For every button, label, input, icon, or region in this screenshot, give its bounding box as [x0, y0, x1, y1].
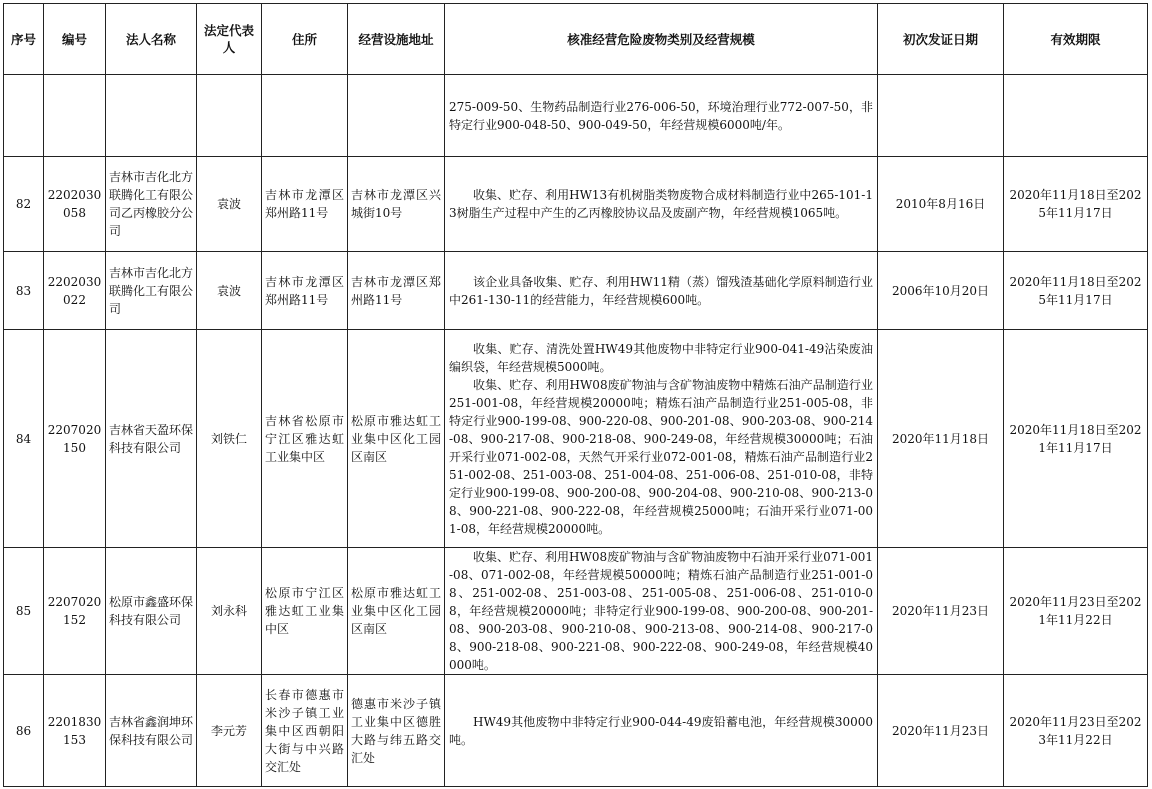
header-row	[4, 4, 1148, 75]
facility-cell: 吉林市龙潭区郑州路11号	[348, 252, 445, 330]
address-cell: 吉林市龙潭区郑州路11号	[262, 157, 348, 252]
validity-cell	[1004, 75, 1148, 157]
scope-paragraph: 该企业具备收集、贮存、利用HW11精（蒸）馏残渣基础化学原料制造行业中261-130-11的经营能力，年经营规模600吨。	[449, 274, 873, 307]
company-cell: 吉林省鑫润坤环保科技有限公司	[106, 675, 197, 787]
first-date-cell: 2020年11月23日	[878, 675, 1004, 787]
scope-paragraph: 收集、贮存、利用HW08废矿物油与含矿物油废物中石油开采行业071-001-08、071-002-08，年经营规模50000吨；精炼石油产品制造行业251-001-08、251-002-08、251-003-08、251-005-08、251-006-08、251-010-08，年经营规模20000吨；非特定行业900-199-08、900-200-08、900-201-08、900-203-08、900-210-08、900-213-08、900-214-08、900-217-08、900-218-08、900-221-08、900-222-08、900-249-08，年经营规模40000吨。	[449, 550, 873, 672]
first-date-cell: 2010年8月16日	[878, 157, 1004, 252]
validity-cell: 2020年11月18日至2025年11月17日	[1004, 252, 1148, 330]
address-cell: 吉林市龙潭区郑州路11号	[262, 252, 348, 330]
facility-cell: 德惠市米沙子镇工业集中区德胜大路与纬五路交汇处	[348, 675, 445, 787]
table-row	[4, 330, 1148, 548]
legal-rep-cell: 刘永科	[197, 548, 262, 675]
scope-cell	[445, 330, 878, 548]
legal-rep-cell	[197, 75, 262, 157]
scope-paragraph: 收集、贮存、利用HW13有机树脂类物废物合成材料制造行业中265-101-13树脂生产过程中产生的乙丙橡胶协议品及废副产物，年经营规模1065吨。	[449, 188, 873, 220]
first-date-cell	[878, 75, 1004, 157]
header-seq: 序号	[4, 4, 44, 75]
table-row	[4, 548, 1148, 675]
header-number: 编号	[44, 4, 106, 75]
number-cell: 2207020152	[44, 548, 106, 675]
legal-rep-cell: 李元芳	[197, 675, 262, 787]
table-row	[4, 675, 1148, 787]
company-cell: 吉林市吉化北方联腾化工有限公司乙丙橡胶分公司	[106, 157, 197, 252]
legal-rep-cell: 袁波	[197, 157, 262, 252]
validity-cell: 2020年11月18日至2025年11月17日	[1004, 157, 1148, 252]
address-cell	[262, 75, 348, 157]
legal-rep-cell: 袁波	[197, 252, 262, 330]
address-cell: 吉林省松原市宁江区雅达虹工业集中区	[262, 330, 348, 548]
number-cell: 2201830153	[44, 675, 106, 787]
table-row	[4, 75, 1148, 157]
seq-cell	[4, 75, 44, 157]
scope-cell	[445, 75, 878, 157]
header-address: 住所	[262, 4, 348, 75]
facility-cell: 松原市雅达虹工业集中区化工园区南区	[348, 548, 445, 675]
scope-paragraph: 275-009-50、生物药品制造行业276-006-50，环境治理行业772-007-50，非特定行业900-048-50、900-049-50，年经营规模6000吨/年。	[449, 99, 873, 132]
table-row	[4, 252, 1148, 330]
header-facility: 经营设施地址	[348, 4, 445, 75]
first-date-cell: 2006年10月20日	[878, 252, 1004, 330]
facility-cell: 吉林市龙潭区兴城街10号	[348, 157, 445, 252]
header-first-date: 初次发证日期	[878, 4, 1004, 75]
address-cell: 松原市宁江区雅达虹工业集中区	[262, 548, 348, 675]
seq-cell: 85	[4, 548, 44, 675]
validity-cell: 2020年11月23日至2021年11月22日	[1004, 548, 1148, 675]
seq-cell: 82	[4, 157, 44, 252]
facility-cell: 松原市雅达虹工业集中区化工园区南区	[348, 330, 445, 548]
number-cell: 2202030022	[44, 252, 106, 330]
legal-rep-cell: 刘铁仁	[197, 330, 262, 548]
table-row	[4, 157, 1148, 252]
facility-cell	[348, 75, 445, 157]
scope-cell	[445, 675, 878, 787]
company-cell	[106, 75, 197, 157]
permit-table	[3, 3, 1148, 787]
first-date-cell: 2020年11月18日	[878, 330, 1004, 548]
scope-paragraph: 收集、贮存、利用HW08废矿物油与含矿物油废物中精炼石油产品制造行业251-001-08，年经营规模20000吨；精炼石油产品制造行业251-005-08，非特定行业900-199-08、900-220-08、900-201-08、900-203-08、900-214-08、900-217-08、900-218-08、900-249-08，年经营规模30000吨；石油开采行业071-002-08，天然气开采行业072-001-08，精炼石油产品制造行业251-002-08、251-003-08、251-004-08、251-006-08、251-010-08，非特定行业900-199-08、900-200-08、900-204-08、900-210-08、900-213-08、900-221-08、900-222-08，年经营规模25000吨；石油开采行业071-001-08，年经营规模20000吨。	[449, 377, 873, 536]
scope-paragraph: 收集、贮存、清洗处置HW49其他废物中非特定行业900-041-49沾染废油编织袋，年经营规模5000吨。	[449, 341, 873, 374]
validity-cell: 2020年11月23日至2023年11月22日	[1004, 675, 1148, 787]
seq-cell: 86	[4, 675, 44, 787]
number-cell: 2207020150	[44, 330, 106, 548]
company-cell: 吉林市吉化北方联腾化工有限公司	[106, 252, 197, 330]
number-cell: 2202030058	[44, 157, 106, 252]
header-validity: 有效期限	[1004, 4, 1148, 75]
seq-cell: 83	[4, 252, 44, 330]
address-cell: 长春市德惠市米沙子镇工业集中区西朝阳大街与中兴路交汇处	[262, 675, 348, 787]
company-cell: 松原市鑫盛环保科技有限公司	[106, 548, 197, 675]
validity-cell: 2020年11月18日至2021年11月17日	[1004, 330, 1148, 548]
scope-cell	[445, 252, 878, 330]
first-date-cell: 2020年11月23日	[878, 548, 1004, 675]
scope-paragraph: HW49其他废物中非特定行业900-044-49废铅蓄电池，年经营规模30000吨。	[449, 714, 873, 747]
header-legal-rep: 法定代表人	[197, 4, 262, 75]
number-cell	[44, 75, 106, 157]
header-company: 法人名称	[106, 4, 197, 75]
scope-cell	[445, 548, 878, 675]
seq-cell: 84	[4, 330, 44, 548]
scope-cell	[445, 157, 878, 252]
company-cell: 吉林省天盈环保科技有限公司	[106, 330, 197, 548]
header-scope: 核准经营危险废物类别及经营规模	[445, 4, 878, 75]
